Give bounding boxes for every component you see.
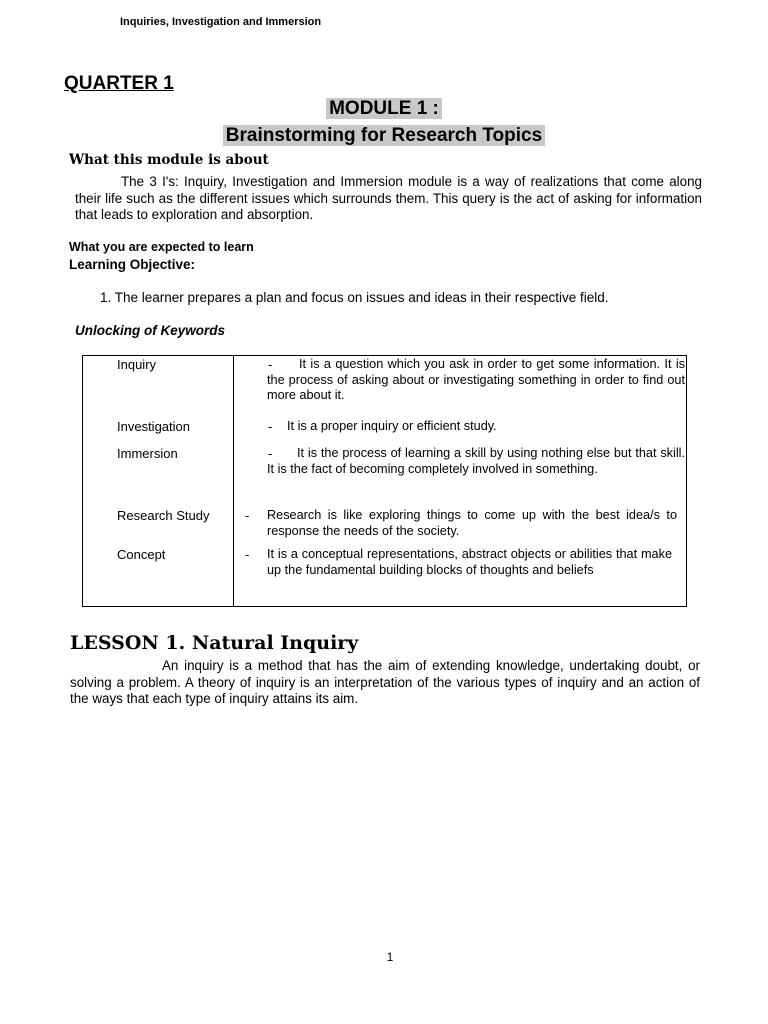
about-heading: What this module is about (69, 152, 269, 168)
keyword-dash: - (245, 547, 250, 562)
keyword-definition: It is a proper inquiry or efficient study. (287, 419, 497, 433)
keyword-term: Inquiry (117, 357, 157, 372)
keyword-definition: It is the process of learning a skill by using nothing else but that skill. It is the fact of becoming completely involved in something. (267, 446, 685, 476)
keyword-definition: It is a question which you ask in order to get some information. It is the process of asking about or investigating something in order to find out more about it. (267, 357, 685, 402)
keyword-term: Research Study (117, 508, 210, 523)
keyword-dash: - (245, 508, 250, 523)
lesson-paragraph: An inquiry is a method that has the aim of extending knowledge, undertaking doubt, or solving a problem. A theory of inquiry is an interpretation of the various types of inquiry and an action of the ways that each type of inquiry attains its aim. (70, 658, 700, 706)
module-number: MODULE 1 : (0, 98, 768, 120)
objective-item: 1. The learner prepares a plan and focus on issues and ideas in their respective field. (100, 290, 609, 305)
keyword-dash: - (268, 357, 273, 372)
keywords-term-column (83, 356, 234, 607)
page-number: 1 (386, 950, 394, 964)
keywords-heading: Unlocking of Keywords (75, 323, 226, 338)
lesson-title: LESSON 1. Natural Inquiry (70, 632, 359, 654)
about-paragraph: The 3 I's: Inquiry, Investigation and Immersion module is a way of realizations that come along their life such as the different issues which surrounds them. This query is the act of asking for information that leads to exploration and absorption. (75, 174, 702, 222)
objective-heading: Learning Objective: (69, 257, 196, 272)
keyword-definition: It is a conceptual representations, abstract objects or abilities that make up the fundamental building blocks of thoughts and beliefs (267, 547, 672, 577)
keyword-definition: Research is like exploring things to come up with the best idea/s to response the needs of the society. (267, 508, 677, 538)
keyword-dash: - (268, 419, 273, 434)
keyword-term: Concept (117, 547, 166, 562)
expected-heading: What you are expected to learn (69, 240, 254, 254)
keyword-term: Immersion (117, 446, 178, 461)
module-title: Brainstorming for Research Topics (0, 125, 768, 147)
keyword-term: Investigation (117, 419, 190, 434)
keyword-dash: - (268, 446, 273, 461)
quarter-heading: QUARTER 1 (64, 73, 174, 94)
running-header: Inquiries, Investigation and Immersion (120, 16, 322, 28)
